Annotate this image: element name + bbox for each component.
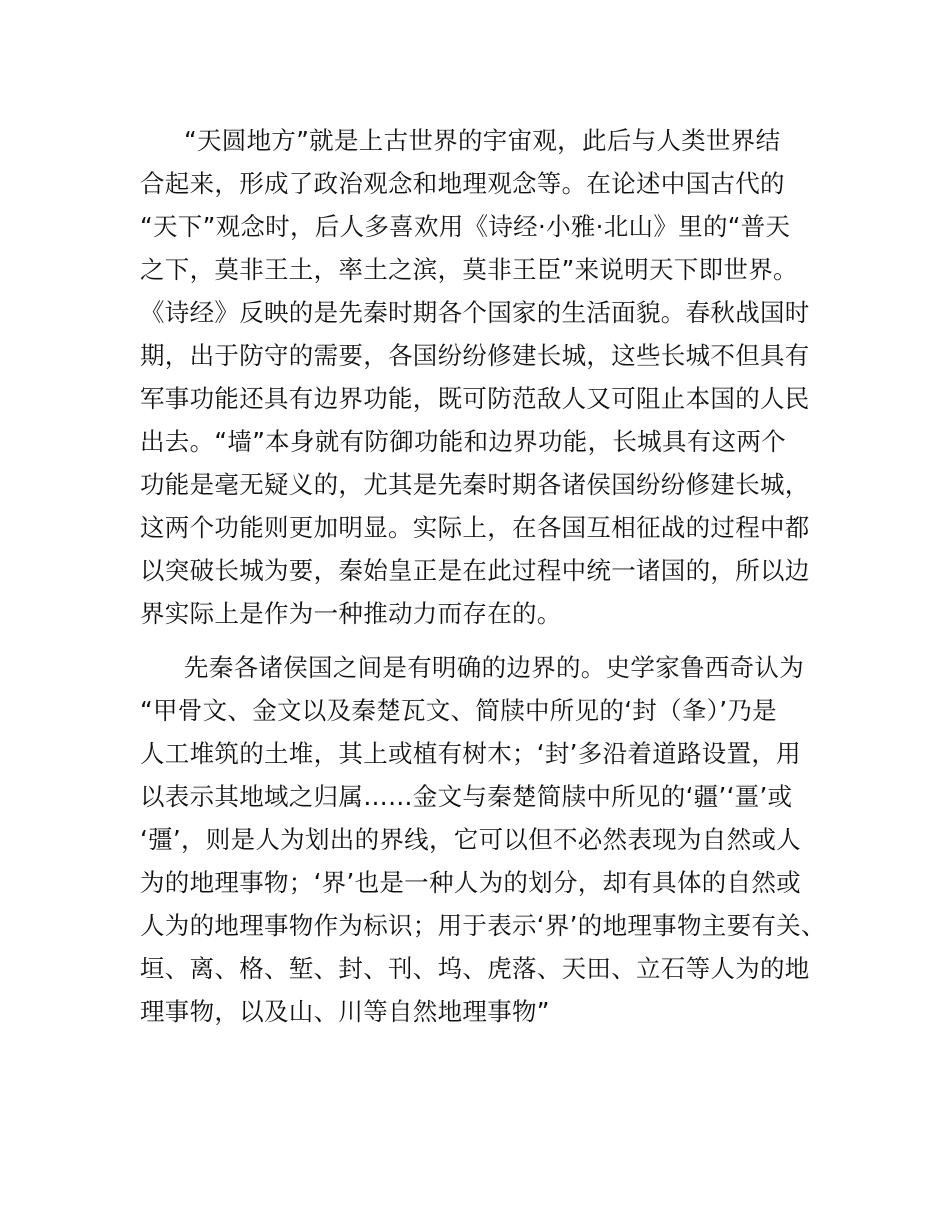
text-line: 合起来，形成了政治观念和地理观念等。在论述中国古代的 bbox=[140, 169, 785, 198]
text-line: 人为的地理事物作为标识；用于表示‘界’的地理事物主要有关、 bbox=[140, 911, 826, 940]
text-line: “甲骨文、金文以及秦楚瓦文、简牍中所见的‘封（夆）’乃是 bbox=[140, 696, 777, 725]
text-line: 《诗经》反映的是先秦时期各个国家的生活面貌。春秋战国时 bbox=[140, 298, 810, 327]
paragraph-1 bbox=[140, 119, 830, 635]
text-line: 期，出于防守的需要，各国纷纷修建长城，这些长城不但具有 bbox=[140, 341, 810, 370]
text-line: ‘彊’，则是人为划出的界线，它可以但不必然表现为自然或人 bbox=[140, 825, 801, 854]
text-line: 理事物，以及山、川等自然地理事物” bbox=[140, 997, 550, 1026]
text-line: “天下”观念时，后人多喜欢用《诗经·小雅·北山》里的“普天 bbox=[140, 212, 791, 241]
text-line: 这两个功能则更加明显。实际上，在各国互相征战的过程中都 bbox=[140, 513, 810, 542]
text-line: 出去。“墙”本身就有防御功能和边界功能，长城具有这两个 bbox=[140, 427, 786, 456]
text-line: 垣、离、格、堑、封、刊、坞、虎落、天田、立石等人为的地 bbox=[140, 954, 810, 983]
text-line: 为的地理事物；‘界’也是一种人为的划分，却有具体的自然或 bbox=[140, 868, 801, 897]
text-line: 军事功能还具有边界功能，既可防范敌人又可阻止本国的人民 bbox=[140, 384, 810, 413]
text-line: 功能是毫无疑义的，尤其是先秦时期各诸侯国纷纷修建长城， bbox=[140, 470, 810, 499]
text-line: 之下，莫非王土，率土之滨，莫非王臣”来说明天下即世界。 bbox=[140, 255, 798, 284]
text-line: 先秦各诸侯国之间是有明确的边界的。史学家鲁西奇认为 bbox=[184, 653, 804, 682]
text-line: 界实际上是作为一种推动力而存在的。 bbox=[140, 599, 562, 628]
text-line: 以突破长城为要，秦始皇正是在此过程中统一诸国的，所以边 bbox=[140, 556, 810, 585]
text-line: “天圆地方”就是上古世界的宇宙观，此后与人类世界结 bbox=[184, 126, 781, 155]
text-line: 以表示其地域之归属……金文与秦楚简牍中所见的‘疆’‘畺’或 bbox=[140, 782, 793, 811]
paragraph-2 bbox=[140, 646, 830, 1033]
text-line: 人工堆筑的土堆，其上或植有树木；‘封’多沿着道路设置，用 bbox=[140, 739, 801, 768]
